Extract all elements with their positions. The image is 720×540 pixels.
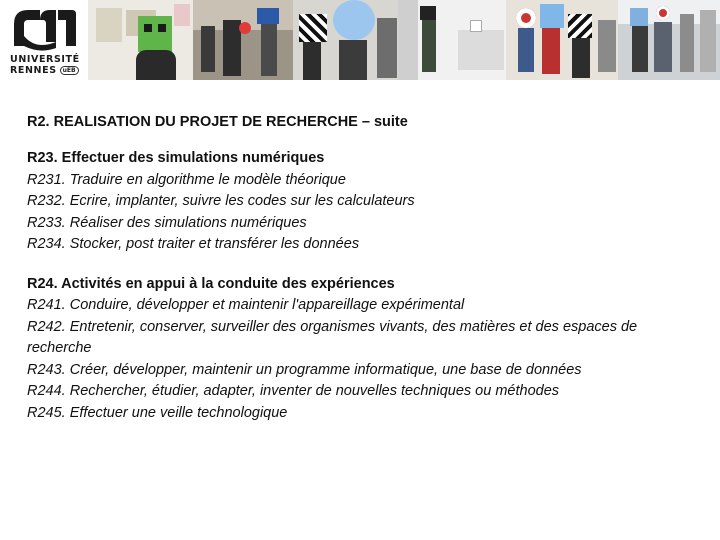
list-item: R241. Conduire, développer et maintenir l'appareillage expérimental <box>27 297 465 313</box>
header-banner <box>0 0 720 80</box>
section-heading: R23. Effectuer des simulations numériques <box>27 150 325 166</box>
list-item: R234. Stocker, post traiter et transférer les données <box>27 236 360 252</box>
photo-hallway <box>193 0 293 80</box>
section-r24 <box>27 274 697 425</box>
list-item: R244. Rechercher, étudier, adapter, inventer de nouvelles techniques ou méthodes <box>27 383 560 399</box>
section-heading: R24. Activités en appui à la conduite des expériences <box>27 275 395 292</box>
list-item: R242. Entretenir, conserver, surveiller des organismes vivants, des matières et des espaces de recherche <box>27 318 638 356</box>
slide-content <box>27 114 697 442</box>
university-emblem-icon <box>10 6 78 52</box>
list-item: R245. Effectuer une veille technologique <box>27 404 288 421</box>
list-item: R232. Ecrire, implanter, suivre les codes sur les calculateurs <box>27 193 415 209</box>
photo-hallway-pair <box>618 0 720 80</box>
photo-green-character <box>88 0 193 80</box>
university-logo <box>0 0 88 80</box>
list-item: R231. Traduire en algorithme le modèle théorique <box>27 171 346 188</box>
photo-lobby <box>398 0 506 80</box>
photo-strip <box>88 0 720 80</box>
logo-line-1: UNIVERSITÉ <box>10 54 80 65</box>
photo-target-masks <box>506 0 618 80</box>
logo-line-2: RENNES uEB <box>10 65 79 76</box>
ueb-badge: uEB <box>60 66 79 75</box>
section-r23 <box>27 148 697 256</box>
page-title: R2. REALISATION DU PROJET DE RECHERCHE – suite <box>27 114 408 130</box>
photo-spiky-masks <box>293 0 398 80</box>
list-item: R233. Réaliser des simulations numériques <box>27 214 307 231</box>
list-item: R243. Créer, développer, maintenir un programme informatique, une base de données <box>27 361 582 378</box>
